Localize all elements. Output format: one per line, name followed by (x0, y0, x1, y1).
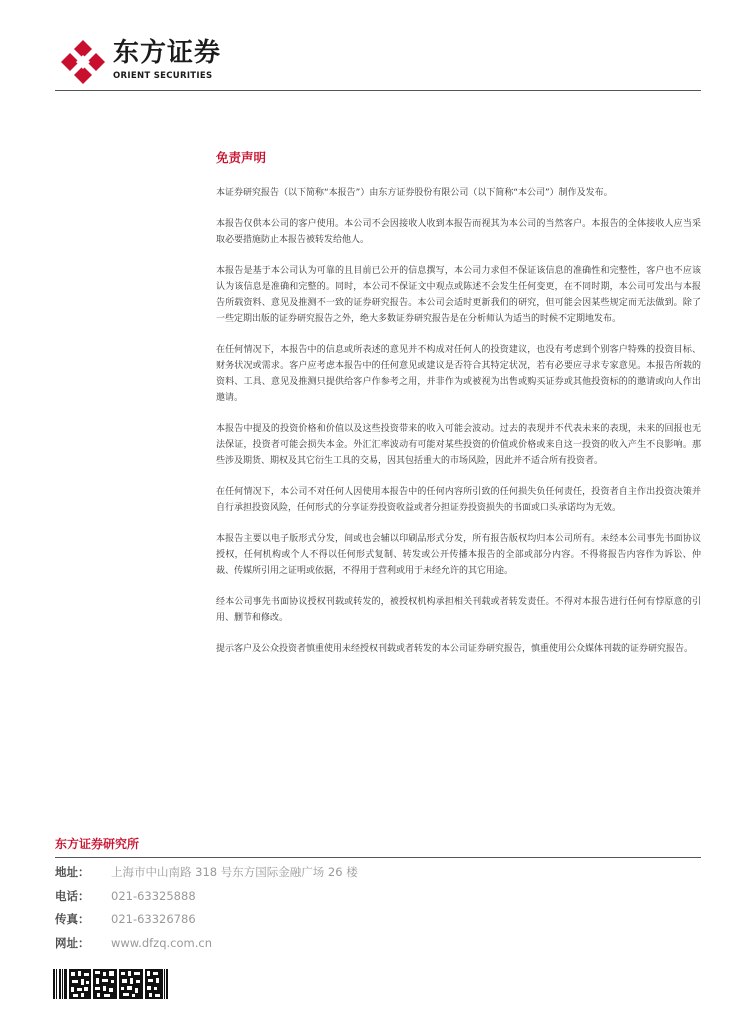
disclaimer-paragraph: 本报告中提及的投资价格和价值以及这些投资带来的收入可能会波动。过去的表现并不代表未来的表现，未来的回报也无法保证，投资者可能会损失本金。外汇汇率波动有可能对某些投资的价值或价格或来自这一投资的收入产生不良影响。那些涉及期货、期权及其它衍生工具的交易，因其包括重大的市场风险，因此并不适合所有投资者。 (216, 424, 701, 466)
disclaimer-paragraph: 本报告主要以电子版形式分发，间或也会辅以印刷品形式分发，所有报告版权均归本公司所有。未经本公司事先书面协议授权，任何机构或个人不得以任何形式复制、转发或公开传播本报告的全部或部分内容。不得将报告内容作为诉讼、仲裁、传媒所引用之证明或依据，不得用于营利或用于未经允许的其它用途。 (216, 534, 701, 576)
phone-label: 电话： (55, 889, 90, 903)
disclaimer-paragraph: 本报告是基于本公司认为可靠的且目前已公开的信息撰写，本公司力求但不保证该信息的准确性和完整性，客户也不应该认为该信息是准确和完整的。同时，本公司不保证文中观点或陈述不会发生任何变更，在不同时期，本公司可发出与本报告所载资料、意见及推测不一致的证券研究报告。本公司会适时更新我们的研究，但可能会因某些规定而无法做到。除了一些定期出版的证券研究报告之外，绝大多数证券研究报告是在分析师认为适当的时候不定期地发布。 (216, 266, 701, 324)
fax-label: 传真： (55, 912, 90, 926)
header-divider (55, 90, 701, 91)
disclaimer-paragraph: 本证券研究报告（以下简称“本报告”）由东方证券股份有限公司（以下简称“本公司”）制作及发布。 (216, 188, 613, 198)
website-value[interactable]: www.dfzq.com.cn (111, 936, 212, 950)
footer-divider (55, 857, 701, 858)
website-label: 网址： (55, 936, 90, 950)
company-name-en: ORIENT SECURITIES (113, 71, 213, 81)
disclaimer-paragraph: 提示客户及公众投资者慎重使用未经授权刊载或者转发的本公司证券研究报告，慎重使用公众媒体刊载的证券研究报告。 (216, 644, 694, 654)
disclaimer-section (216, 150, 701, 672)
orient-securities-logo-icon (61, 40, 105, 84)
disclaimer-paragraph: 经本公司事先书面协议授权刊载或转发的，被授权机构承担相关刊载或者转发责任。不得对本报告进行任何有悖原意的引用、删节和修改。 (216, 597, 701, 623)
fax-value: 021-63326786 (111, 912, 196, 926)
disclaimer-paragraph: 在任何情况下，本报告中的信息或所表述的意见并不构成对任何人的投资建议，也没有考虑到个别客户特殊的投资目标、财务状况或需求。客户应考虑本报告中的任何意见或建议是否符合其特定状况，若有必要应寻求专家意见。本报告所载的资料、工具、意见及推测只提供给客户作参考之用，并非作为或被视为出售或购买证券或其他投资标的的邀请或向人作出邀请。 (216, 345, 701, 403)
disclaimer-title: 免责声明 (216, 150, 267, 165)
phone-value: 021-63325888 (111, 889, 196, 903)
barcode-icon (53, 969, 168, 999)
address-label: 地址： (55, 865, 90, 879)
address-value: 上海市中山南路 318 号东方国际金融广场 26 楼 (111, 865, 358, 879)
institute-name: 东方证券研究所 (55, 837, 140, 851)
disclaimer-paragraph: 本报告仅供本公司的客户使用。本公司不会因接收人收到本报告而视其为本公司的当然客户。本报告的全体接收人应当采取必要措施防止本报告被转发给他人。 (216, 219, 701, 245)
report-header (55, 34, 701, 90)
disclaimer-paragraph: 在任何情况下，本公司不对任何人因使用本报告中的任何内容所引致的任何损失负任何责任，投资者自主作出投资决策并自行承担投资风险，任何形式的分享证券投资收益或者分担证券投资损失的书面或口头承诺均为无效。 (216, 487, 701, 513)
company-name-cn: 东方证券 (113, 38, 222, 68)
